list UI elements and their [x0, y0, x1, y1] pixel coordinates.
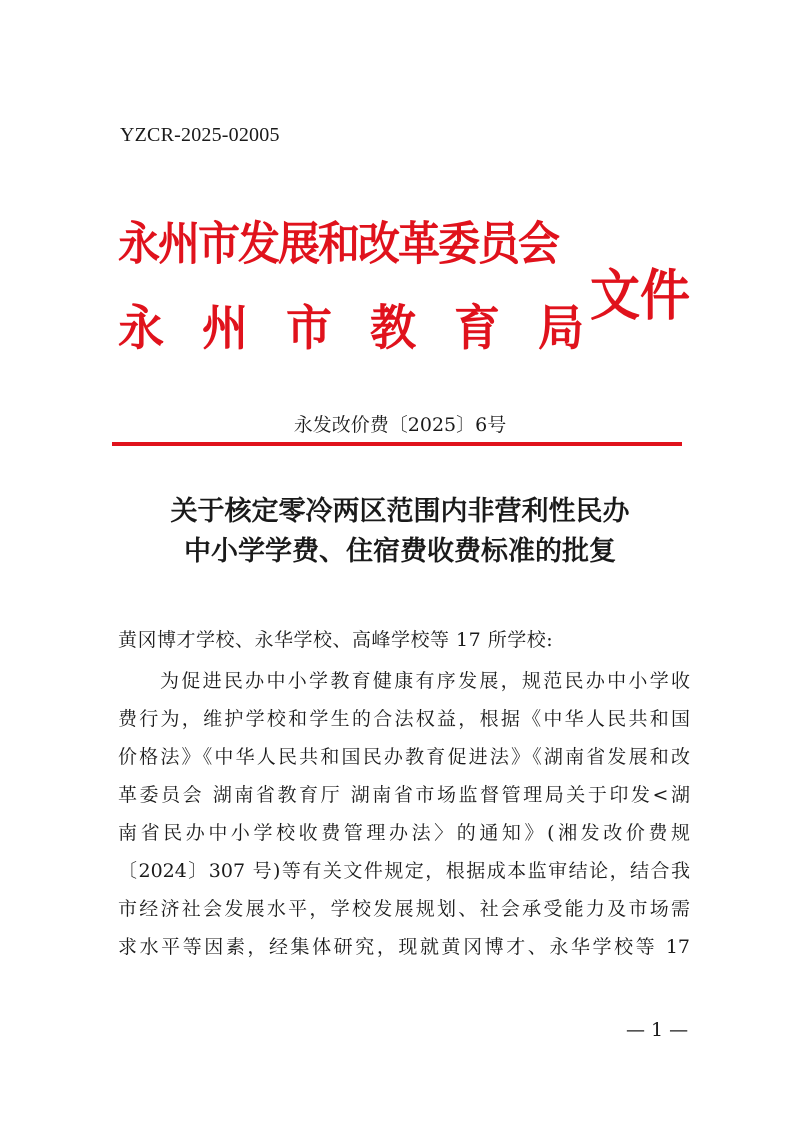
issuer-line-2-char: 局	[538, 299, 584, 357]
body-line: 为促进民办中小学教育健康有序发展，规范民办中小学收	[160, 670, 690, 692]
title-line: 中小学学费、住宿费收费标准的批复	[184, 536, 616, 567]
salutation: 黄冈博才学校、永华学校、高峰学校等 17 所学校:	[118, 629, 554, 651]
body-text	[118, 662, 690, 966]
title-line: 关于核定零冷两区范围内非营利性民办	[170, 496, 630, 527]
body-line: 求水平等因素，经集体研究，现就黄冈博才、永华学校等 17	[118, 936, 690, 958]
issuer-line-2-char: 教	[370, 299, 416, 357]
body-line: 价格法》《中华人民共和国民办教育促进法》《湖南省发展和改	[118, 746, 690, 768]
body-line: 〔2024〕307 号)等有关文件规定，根据成本监审结论，结合我	[118, 860, 690, 882]
doc-code: YZCR-2025-02005	[120, 124, 280, 146]
document-title	[0, 492, 800, 572]
issuer-line-2-char: 州	[202, 299, 248, 357]
issuer-line-2	[118, 290, 584, 359]
issuer-line-2-char: 育	[454, 299, 500, 357]
body-line: 南省民办中小学校收费管理办法〉的通知》(湘发改价费规	[118, 822, 690, 844]
issuer-line-1: 永州市发展和改革委员会	[118, 216, 559, 271]
issuer-line-2-char: 永	[118, 299, 164, 357]
body-line: 市经济社会发展水平，学校发展规划、社会承受能力及市场需	[118, 898, 690, 920]
red-separator-rule	[112, 442, 682, 446]
issuer-header	[118, 208, 698, 358]
document-number: 永发改价费〔2025〕6号	[293, 414, 507, 436]
issuer-suffix: 文件	[590, 263, 690, 328]
body-line: 费行为，维护学校和学生的合法权益，根据《中华人民共和国	[118, 708, 690, 730]
page-number: — 1 —	[626, 1019, 689, 1041]
issuer-line-2-char: 市	[286, 299, 332, 357]
body-line: 革委员会 湖南省教育厅 湖南省市场监督管理局关于印发<湖	[118, 784, 690, 806]
